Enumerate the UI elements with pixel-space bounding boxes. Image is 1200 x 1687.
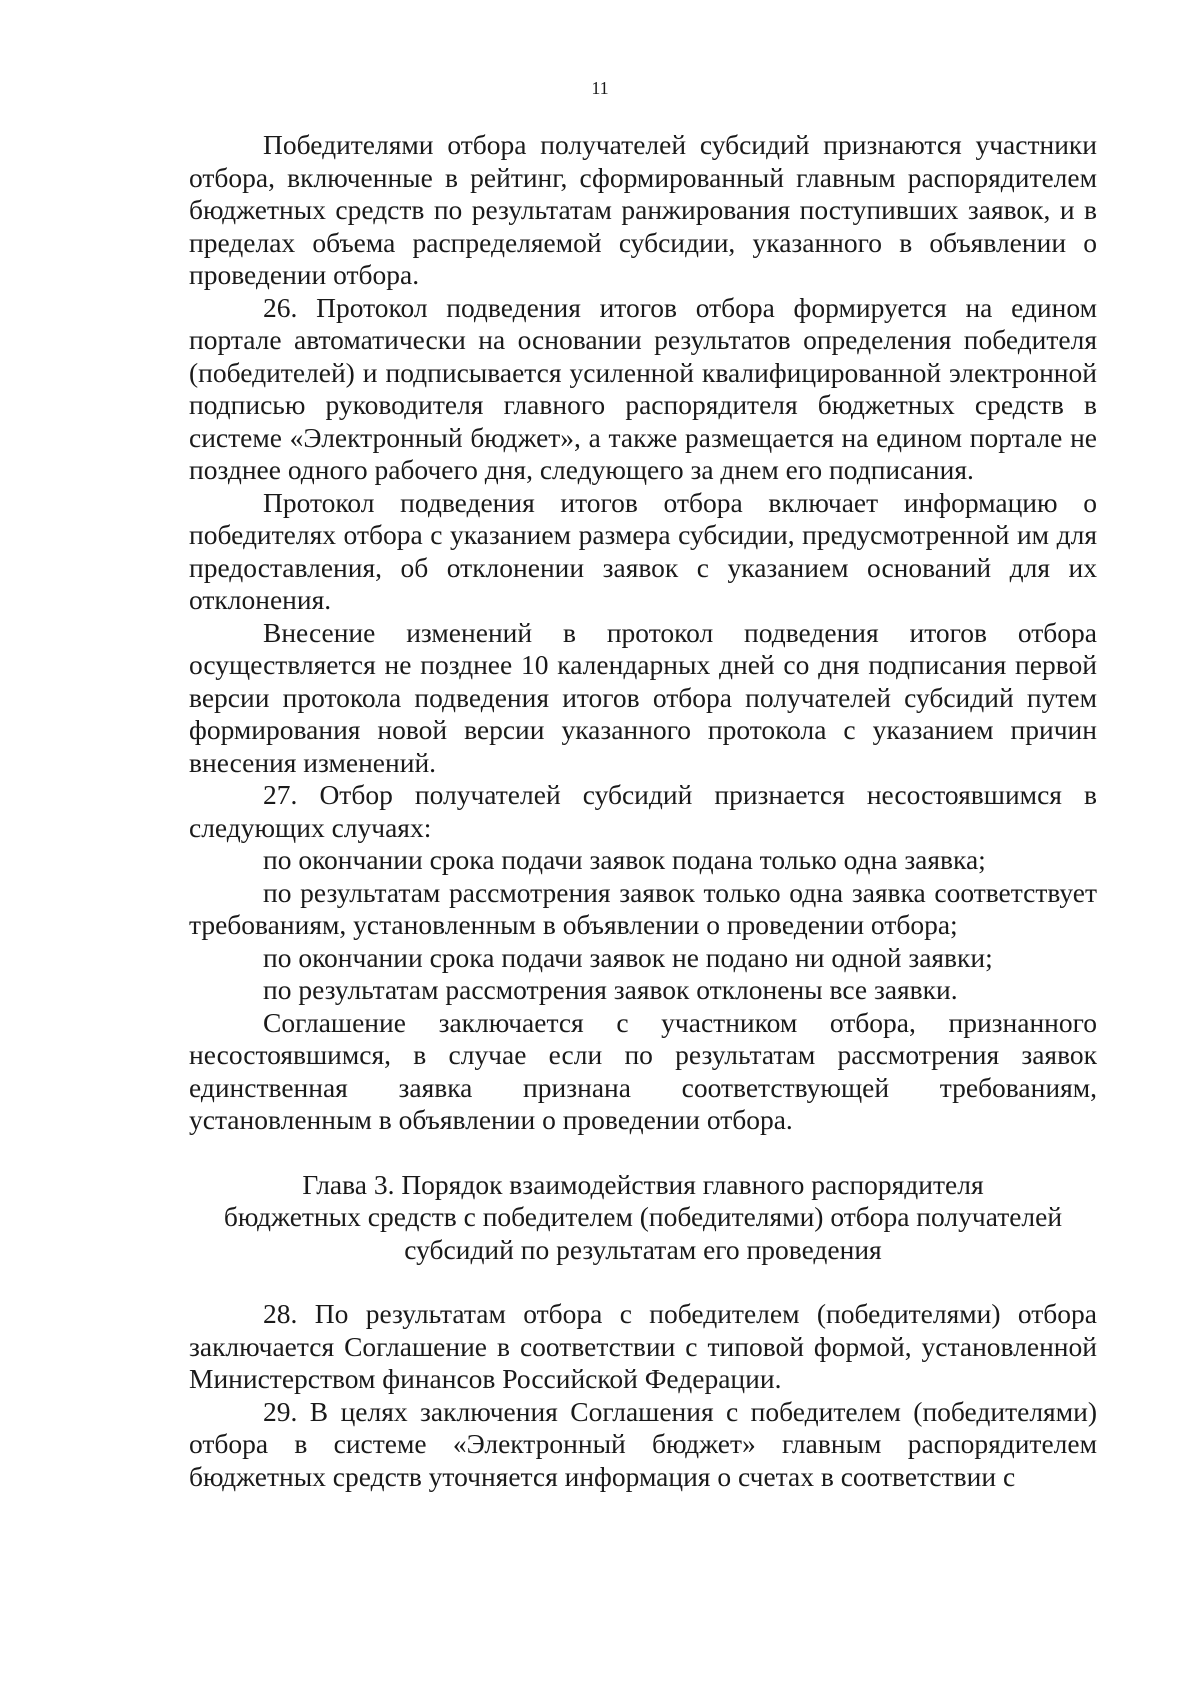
paragraph-29: 29. В целях заключения Соглашения с победителем (победителями) отбора в системе «Электронный бюджет» главным распорядителем бюджетных средств уточняется информация о счетах в соответствии с: [189, 1395, 1097, 1492]
chapter-heading: [189, 1169, 1097, 1267]
list-item-all-rejected: по результатам рассмотрения заявок отклонены все заявки.: [263, 974, 958, 1005]
list-item-one-application: по окончании срока подачи заявок подана только одна заявка;: [263, 844, 986, 875]
paragraph-27: 27. Отбор получателей субсидий признается несостоявшимся в следующих случаях:: [189, 779, 1097, 843]
paragraph-agreement: Соглашение заключается с участником отбора, признанного несостоявшимся, в случае если по результатам рассмотрения заявок единственная заявка признана соответствующей требованиям, установленным в объявлении о проведении отбора.: [189, 1006, 1097, 1135]
chapter-heading-line: субсидий по результатам его проведения: [404, 1233, 882, 1265]
chapter-heading-line: бюджетных средств с победителем (победителями) отбора получателей: [223, 1201, 1063, 1232]
paragraph-protocol-info: Протокол подведения итогов отбора включает информацию о победителях отбора с указанием размера субсидии, предусмотренной им для предоставления, об отклонении заявок с указанием оснований для их отклонения.: [189, 486, 1097, 615]
list-item-no-applications: по окончании срока подачи заявок не подано ни одной заявки;: [263, 941, 993, 973]
paragraph-26: 26. Протокол подведения итогов отбора формируется на едином портале автоматически на основании результатов определения победителя (победителей) и подписывается усиленной квалифицированной электронной подписью руководителя главного распорядителя бюджетных средств в системе «Электронный бюджет», а также размещается на едином портале не позднее одного рабочего дня, следующего за днем его подписания.: [189, 291, 1097, 485]
paragraph-protocol-changes: Внесение изменений в протокол подведения итогов отбора осуществляется не позднее 10 календарных дней со дня подписания первой версии протокола подведения итогов отбора получателей субсидий путем формирования новой версии указанного протокола с указанием причин внесения изменений.: [189, 616, 1097, 778]
paragraph-28: 28. По результатам отбора с победителем (победителями) отбора заключается Соглашение в соответствии с типовой формой, установленной Министерством финансов Российской Федерации.: [189, 1298, 1097, 1394]
document-body: [189, 129, 1097, 1493]
chapter-heading-line: Глава 3. Порядок взаимодействия главного распорядителя: [302, 1168, 984, 1200]
list-item-one-compliant: по результатам рассмотрения заявок только одна заявка соответствует требованиям, установленным в объявлении о проведении отбора;: [189, 876, 1097, 940]
page-number: 11: [591, 78, 609, 98]
paragraph-winners: Победителями отбора получателей субсидий признаются участники отбора, включенные в рейтинг, сформированный главным распорядителем бюджетных средств по результатам ранжирования поступивших заявок, и в пределах объема распределяемой субсидии, указанного в объявлении о проведении отбора.: [189, 129, 1097, 290]
